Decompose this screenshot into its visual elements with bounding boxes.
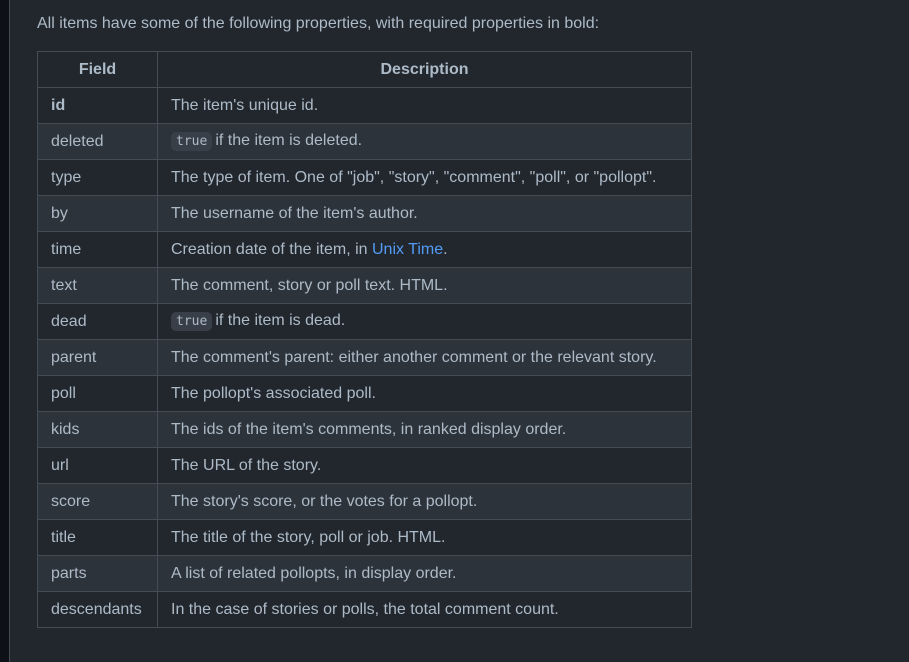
description-column-header: Description xyxy=(158,52,692,88)
table-row xyxy=(38,124,692,160)
description-cell xyxy=(158,232,692,268)
description-text: The title of the story, poll or job. HTML. xyxy=(171,528,446,546)
table-row xyxy=(38,88,692,124)
description-cell xyxy=(158,340,692,376)
description-text: A list of related pollopts, in display order. xyxy=(171,564,457,582)
description-cell xyxy=(158,160,692,196)
table-row xyxy=(38,304,692,340)
description-cell xyxy=(158,268,692,304)
description-cell xyxy=(158,592,692,628)
table-row xyxy=(38,412,692,448)
description-cell xyxy=(158,556,692,592)
description-cell xyxy=(158,304,692,340)
field-name-cell: parent xyxy=(38,340,158,376)
field-name-cell: kids xyxy=(38,412,158,448)
description-text-suffix: . xyxy=(443,240,448,258)
description-cell xyxy=(158,88,692,124)
table-row xyxy=(38,448,692,484)
field-name-cell: time xyxy=(38,232,158,268)
table-row xyxy=(38,556,692,592)
table-header-row xyxy=(38,52,692,88)
description-text: The ids of the item's comments, in ranked display order. xyxy=(171,420,567,438)
description-text: The pollopt's associated poll. xyxy=(171,384,376,402)
description-cell xyxy=(158,448,692,484)
description-text: The comment's parent: either another comment or the relevant story. xyxy=(171,348,657,366)
table-row xyxy=(38,196,692,232)
field-name-cell: type xyxy=(38,160,158,196)
field-name-cell: by xyxy=(38,196,158,232)
field-name-cell: parts xyxy=(38,556,158,592)
description-text: The username of the item's author. xyxy=(171,204,418,222)
table-row xyxy=(38,232,692,268)
item-properties-table xyxy=(37,51,692,628)
inline-code: true xyxy=(171,132,212,151)
description-cell xyxy=(158,412,692,448)
description-text: The item's unique id. xyxy=(171,96,319,114)
field-name-cell: url xyxy=(38,448,158,484)
field-column-header: Field xyxy=(38,52,158,88)
field-name-cell: id xyxy=(38,88,158,124)
description-text: The story's score, or the votes for a pollopt. xyxy=(171,492,478,510)
description-text: if the item is deleted. xyxy=(215,132,363,149)
description-text: if the item is dead. xyxy=(215,312,346,329)
field-name-cell: score xyxy=(38,484,158,520)
field-name-cell: deleted xyxy=(38,124,158,160)
description-text: In the case of stories or polls, the total comment count. xyxy=(171,600,559,618)
description-text: The comment, story or poll text. HTML. xyxy=(171,276,448,294)
table-row xyxy=(38,520,692,556)
unix-time-link[interactable]: Unix Time xyxy=(372,240,444,258)
description-text: The URL of the story. xyxy=(171,456,322,474)
description-cell xyxy=(158,484,692,520)
field-name-cell: title xyxy=(38,520,158,556)
table-row xyxy=(38,592,692,628)
field-name-cell: text xyxy=(38,268,158,304)
description-cell xyxy=(158,196,692,232)
description-text: Creation date of the item, in xyxy=(171,240,372,258)
intro-text: All items have some of the following properties, with required properties in bold: xyxy=(37,15,600,32)
description-cell xyxy=(158,376,692,412)
field-name-cell: dead xyxy=(38,304,158,340)
table-row xyxy=(38,484,692,520)
table-row xyxy=(38,268,692,304)
field-name-cell: poll xyxy=(38,376,158,412)
field-name-cell: descendants xyxy=(38,592,158,628)
inline-code: true xyxy=(171,312,212,331)
table-row xyxy=(38,376,692,412)
description-text: The type of item. One of "job", "story", "comment", "poll", or "pollopt". xyxy=(171,168,657,186)
table-row xyxy=(38,160,692,196)
description-cell xyxy=(158,124,692,160)
table-row xyxy=(38,340,692,376)
description-cell xyxy=(158,520,692,556)
